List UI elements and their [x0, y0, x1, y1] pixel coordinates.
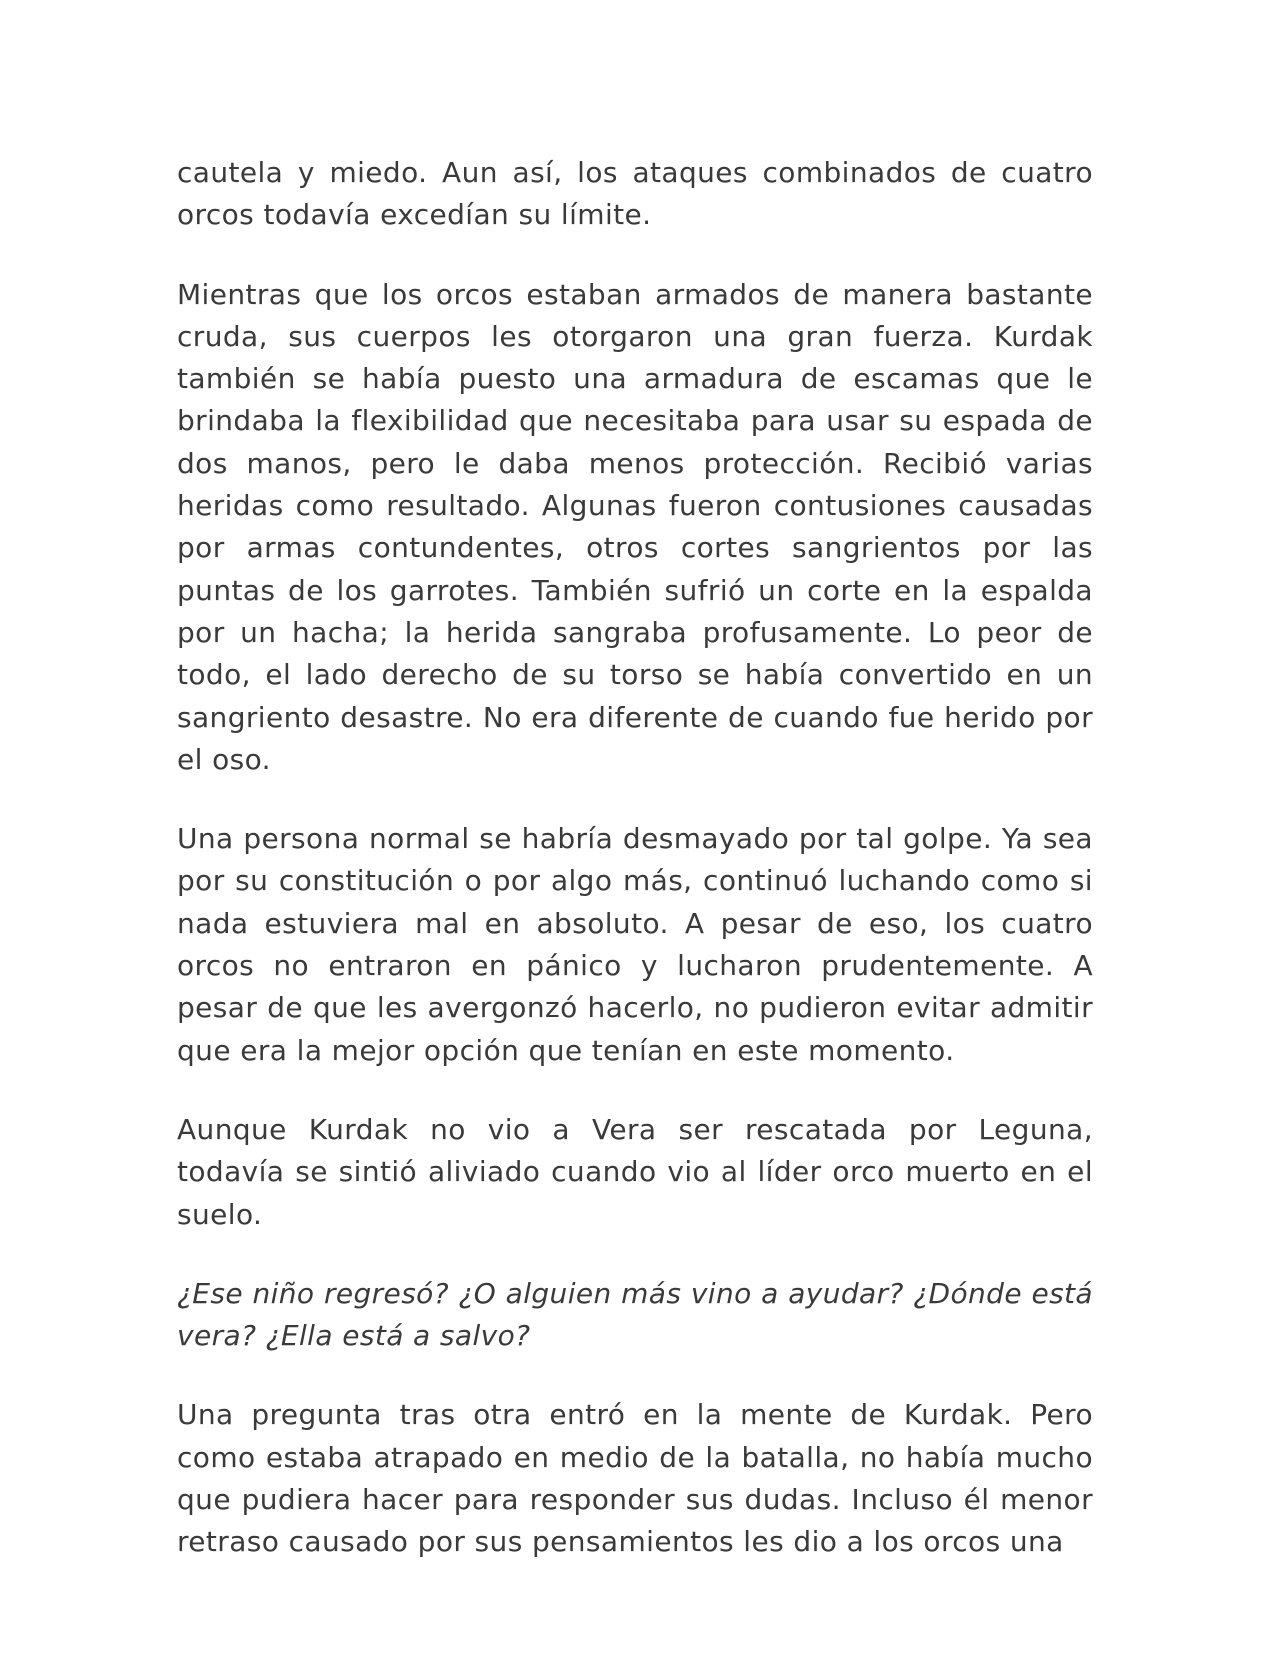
paragraph: Aunque Kurdak no vio a Vera ser rescatada por Leguna, todavía se sintió aliviado cuando vio al líder orco muerto en el suelo. — [177, 1112, 1093, 1231]
italic-paragraph: ¿Ese niño regresó? ¿O alguien más vino a ayudar? ¿Dónde está vera? ¿Ella está a salvo? — [177, 1276, 1093, 1353]
paragraph: Una persona normal se habría desmayado por tal golpe. Ya sea por su constitución o por algo más, continuó luchando como si nada estuviera mal en absoluto. A pesar de eso, los cuatro orcos no entraron en pánico y lucharon prudentemente. A pesar de que les avergonzó hacerlo, no pudieron evitar admitir que era la mejor opción que tenían en este momento. — [177, 822, 1093, 1067]
document-page — [177, 152, 1093, 1564]
paragraph: Mientras que los orcos estaban armados de manera bastante cruda, sus cuerpos les otorgaron una gran fuerza. Kurdak también se había puesto una armadura de escamas que le brindaba la flexibilidad que necesitaba para usar su espada de dos manos, pero le daba menos protección. Recibió varias heridas como resultado. Algunas fueron contusiones causadas por armas contundentes, otros cortes sangrientos por las puntas de los garrotes. También sufrió un corte en la espalda por un hacha; la herida sangraba profusamente. Lo peor de todo, el lado derecho de su torso se había convertido en un sangriento desastre. No era diferente de cuando fue herido por el oso. — [177, 277, 1093, 776]
paragraph: Una pregunta tras otra entró en la mente de Kurdak. Pero como estaba atrapado en medio de la batalla, no había mucho que pudiera hacer para responder sus dudas. Incluso él menor retraso causado por sus pensamientos les dio a los orcos una — [177, 1398, 1093, 1559]
paragraph: cautela y miedo. Aun así, los ataques combinados de cuatro orcos todavía excedían su límite. — [177, 156, 1093, 232]
